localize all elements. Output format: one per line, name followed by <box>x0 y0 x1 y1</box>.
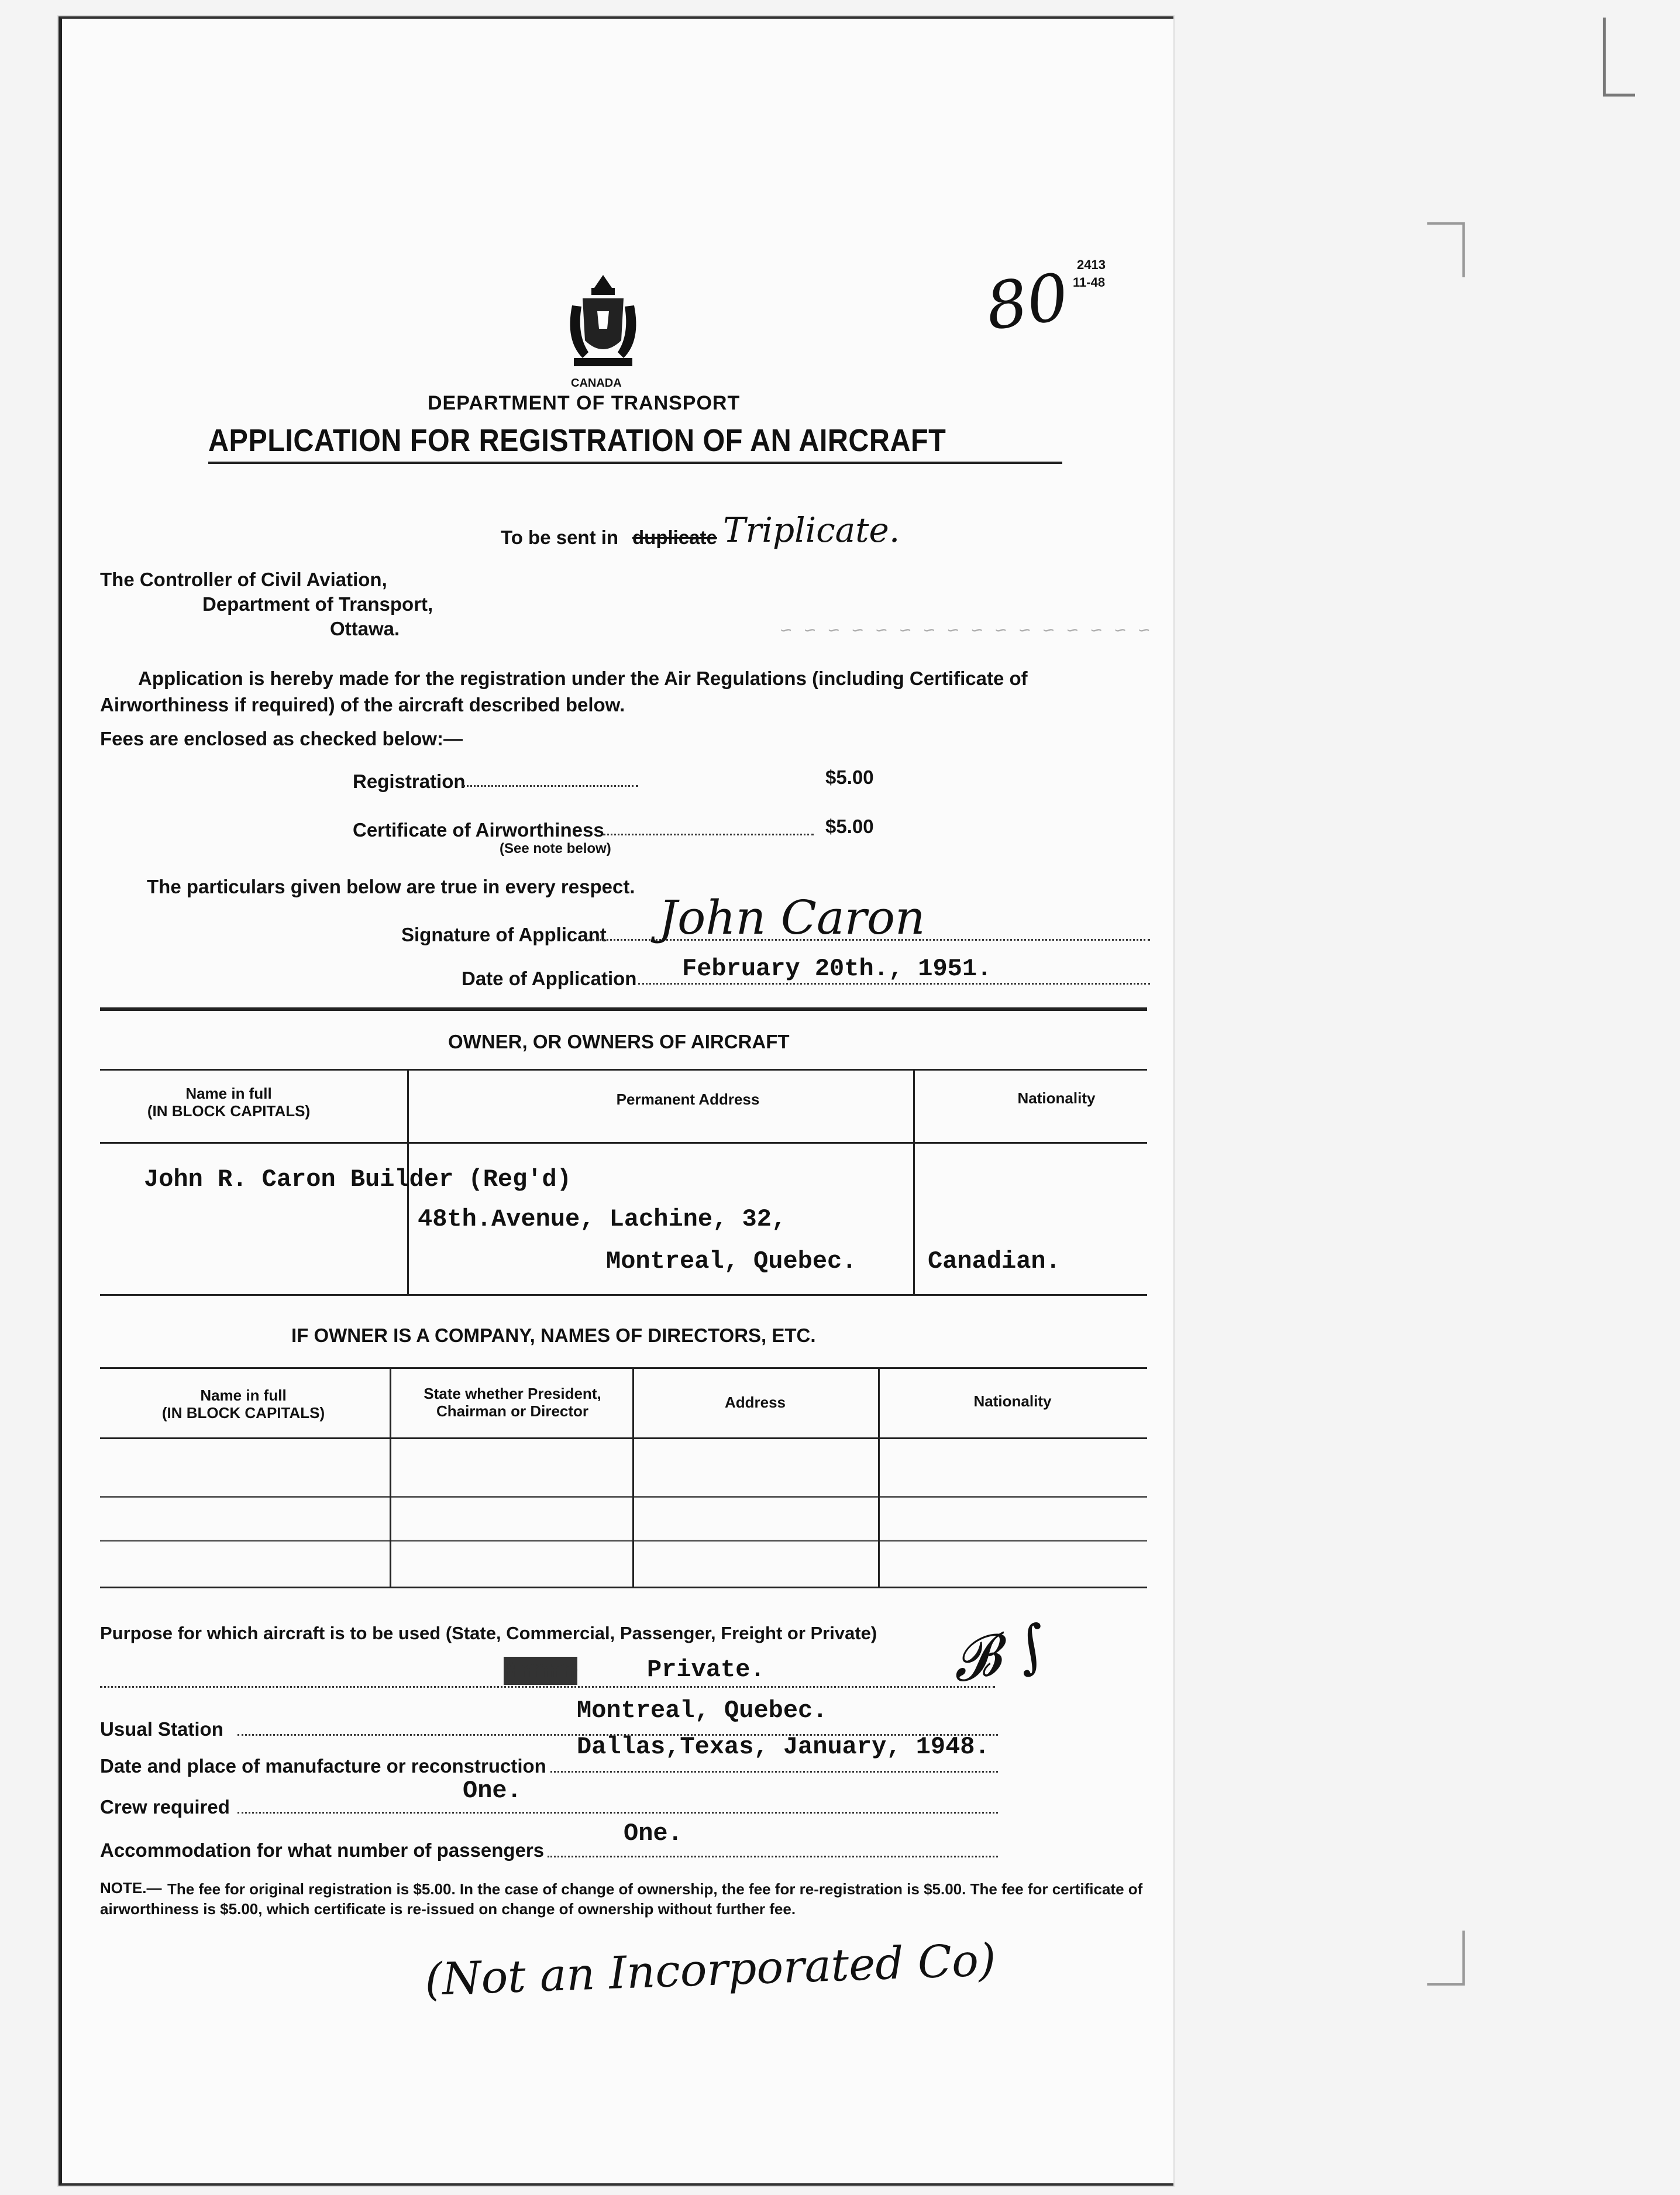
registration-fee-leader <box>463 785 638 787</box>
passengers-label: Accommodation for what number of passengers <box>100 1839 545 1861</box>
purpose-label: Purpose for which aircraft is to be used (State, Commercial, Passenger, Freight or Private) <box>100 1623 877 1643</box>
directors-table-header-rule <box>100 1437 1147 1439</box>
directors-col-name: Name in full <box>200 1387 287 1404</box>
form-code: 2413 <box>1077 257 1106 272</box>
note-text: The fee for original registration is $5.00. In the case of change of ownership, the fee for re-registration is $5.00. The fee for certificate of airworthiness is $5.00, which certificate is re-issued on change of ownership without further fee. <box>100 1880 1143 1918</box>
owners-table-top <box>100 1069 1147 1071</box>
crop-mark-corner <box>1603 18 1635 97</box>
addressee-line-2: Department of Transport, <box>202 593 433 615</box>
owners-table-bottom <box>100 1294 1147 1296</box>
handwritten-initials: 𝓑 ∫ <box>945 1612 1053 1695</box>
airworthiness-fee-label: Certificate of Airworthiness <box>353 819 604 841</box>
form-code-date: 11-48 <box>1073 275 1106 290</box>
owners-col-name-sub: (IN BLOCK CAPITALS) <box>147 1102 311 1120</box>
copies-label: To be sent in <box>501 527 619 548</box>
handwritten-file-number: 80 <box>981 259 1073 345</box>
owner-name: John R. Caron Builder (Reg'd) <box>144 1165 572 1193</box>
owners-heading: OWNER, OR OWNERS OF AIRCRAFT <box>448 1031 790 1052</box>
directors-col-nationality: Nationality <box>973 1392 1052 1410</box>
directors-table-row-2 <box>100 1540 1147 1542</box>
airworthiness-fee-leader <box>603 834 814 835</box>
directors-col-role: State whether President, Chairman or Director <box>424 1385 601 1420</box>
owners-col-nationality: Nationality <box>1017 1089 1096 1107</box>
declaration-text: The particulars given below are true in every respect. <box>147 876 635 897</box>
section-divider <box>100 1007 1147 1011</box>
crop-mark-bottom <box>1427 1931 1465 1986</box>
intro-paragraph: Application is hereby made for the registration under the Air Regulations (including Certificate of Airworthiness if required) of the aircraft described below. <box>100 668 1028 715</box>
bleed-through-text: ~ ~ ~ ~ ~ ~ ~ ~ ~ ~ ~ ~ ~ ~ ~ ~ <box>780 621 1150 644</box>
owner-nationality: Canadian. <box>928 1247 1061 1275</box>
registration-fee-label: Registration <box>353 770 466 792</box>
country-label: CANADA <box>571 377 622 390</box>
crew-label: Crew required <box>100 1796 230 1818</box>
directors-table-top <box>100 1367 1147 1369</box>
note-lead: NOTE.— <box>100 1879 162 1897</box>
canada-coat-of-arms-icon <box>565 270 641 376</box>
directors-heading: IF OWNER IS A COMPANY, NAMES OF DIRECTORS, ETC. <box>291 1324 816 1346</box>
manufacture-value: Dallas,Texas, January, 1948. <box>577 1733 990 1761</box>
fees-heading: Fees are enclosed as checked below:— <box>100 728 463 749</box>
airworthiness-note: (See note below) <box>500 841 611 856</box>
date-of-application-label: Date of Application <box>462 968 637 989</box>
title-underline <box>208 462 1062 464</box>
applicant-signature: John Caron <box>659 890 925 945</box>
copies-handwritten: Triplicate. <box>723 510 900 550</box>
copies-struck-word: duplicate <box>632 527 717 548</box>
directors-table-row-1 <box>100 1496 1147 1498</box>
purpose-struck-value: Mmmmm <box>504 1657 578 1685</box>
manufacture-label: Date and place of manufacture or reconstruction <box>100 1755 546 1777</box>
signature-label: Signature of Applicant <box>401 924 607 945</box>
handwritten-incorporation-note: (Not an Incorporated Co) <box>424 1933 997 2006</box>
owners-table-header-rule <box>100 1142 1147 1144</box>
directors-table-bottom <box>100 1587 1147 1588</box>
form-page <box>58 16 1173 2186</box>
form-title: APPLICATION FOR REGISTRATION OF AN AIRCRAFT <box>208 423 946 458</box>
crew-line <box>237 1812 998 1814</box>
registration-fee-amount: $5.00 <box>825 766 874 788</box>
purpose-value: Private. <box>647 1656 765 1684</box>
usual-station-value: Montreal, Quebec. <box>577 1697 828 1725</box>
date-of-application-line <box>638 983 1150 985</box>
addressee-line-1: The Controller of Civil Aviation, <box>100 569 387 590</box>
directors-col-address: Address <box>724 1394 786 1411</box>
passengers-line <box>548 1856 998 1857</box>
department-title: DEPARTMENT OF TRANSPORT <box>428 392 741 414</box>
crop-mark-top <box>1427 222 1465 277</box>
purpose-line <box>100 1686 995 1688</box>
airworthiness-fee-amount: $5.00 <box>825 816 874 837</box>
owner-address-line-1: 48th.Avenue, Lachine, 32, <box>418 1205 787 1233</box>
directors-col-divider-2 <box>632 1367 634 1587</box>
crew-value: One. <box>463 1777 522 1805</box>
date-of-application-value: February 20th., 1951. <box>682 955 992 983</box>
addressee-line-3: Ottawa. <box>330 618 400 639</box>
manufacture-line <box>550 1771 998 1773</box>
directors-col-divider-3 <box>878 1367 880 1587</box>
owners-col-name: Name in full <box>185 1085 272 1102</box>
passengers-value: One. <box>624 1819 683 1847</box>
owners-col-address: Permanent Address <box>616 1090 760 1108</box>
usual-station-label: Usual Station <box>100 1718 223 1740</box>
owner-address-line-2: Montreal, Quebec. <box>606 1247 857 1275</box>
directors-col-name-sub: (IN BLOCK CAPITALS) <box>161 1404 325 1422</box>
directors-col-divider-1 <box>390 1367 391 1587</box>
owners-col-divider-2 <box>913 1069 915 1294</box>
